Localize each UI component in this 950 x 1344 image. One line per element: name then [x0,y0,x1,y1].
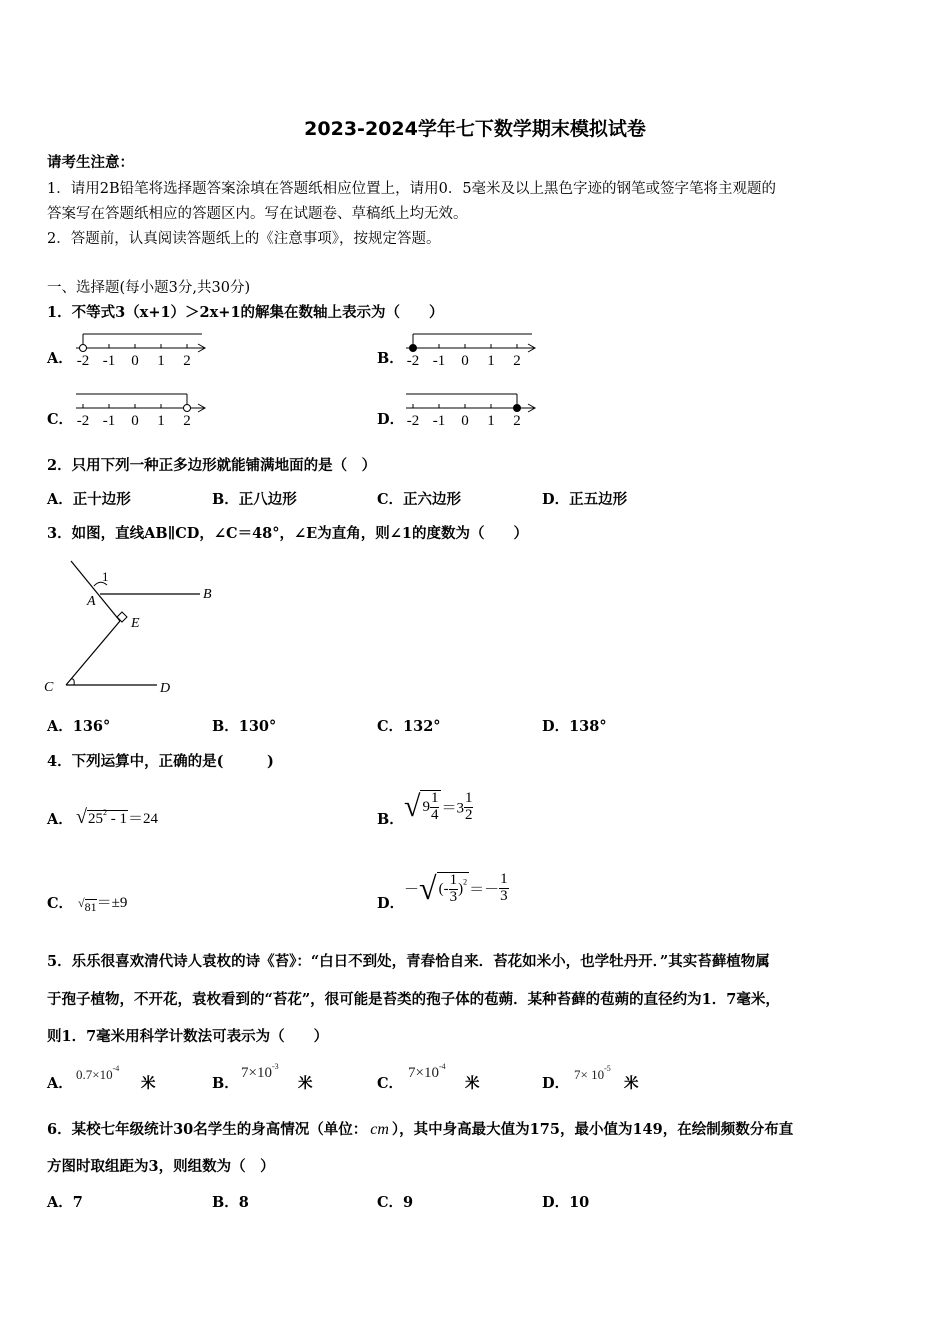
tick-label: -1 [432,353,446,369]
page-title: 2023-2024学年七下数学期末模拟试卷 [304,118,646,140]
q1-stem: 1．不等式3（x+1）＞2x+1的解集在数轴上表示为（ ） [47,304,444,321]
q5-option-b-label: B． [212,1075,239,1092]
q5-stem-3: 则1．7毫米用科学计数法可表示为（ ） [47,1028,329,1045]
q4-option-c-label: C． [47,895,74,912]
q6-unit: cm [370,1121,389,1138]
section-heading: 一、选择题(每小题3分,共30分) [47,280,251,296]
q4-option-b-expr: √ 9 $\frac{1}{4}$ ＝3 $\frac{1}{2}$ [404,789,473,823]
q5-option-b-unit: 米 [298,1075,313,1092]
notice-line-1b: 答案写在答题纸相应的答题区内。写在试题卷、草稿纸上均无效。 [47,206,468,222]
tick-label: 0 [461,413,469,429]
tick-label: 1 [157,353,165,369]
tick-label: 0 [461,353,469,369]
tick-label: 1 [487,413,495,429]
q5-option-c-label: C． [377,1075,404,1092]
q2-option-c: C．正六边形 [377,491,462,508]
tick-label: 1 [487,353,495,369]
q5-option-d-expr: $7\times 10^{-5}$ [574,1064,611,1082]
q4-option-a-expr: $√25^2 - 1=24$ [76,806,158,828]
q1-numberline-d [402,390,542,432]
q5-stem-2: 于孢子植物，不开花，袁枚看到的“苔花”，很可能是苔类的孢子体的苞蒴．某种苔藓的苞蒴的直径约为1．7毫米， [47,991,780,1008]
tick-label: 2 [513,413,521,429]
q2-option-a: A．正十边形 [47,491,131,508]
q1-option-a-label: A． [47,350,73,367]
tick-label: -2 [76,353,90,369]
q4-option-b-label: B． [377,811,404,828]
q5-option-a-label: A． [47,1075,73,1092]
tick-label: -2 [406,353,420,369]
q1-numberline-c [72,390,212,432]
notice-line-1a: 1．请用2B铅笔将选择题答案涂填在答题纸相应位置上，请用0．5毫米及以上黑色字迹的钢笔或签字笔将主观题的 [47,181,777,197]
tick-label: 2 [513,353,521,369]
q5-option-a-expr: $0.7\times 10^{-4}$ [76,1064,120,1082]
q5-option-c-unit: 米 [465,1075,480,1092]
tick-label: 0 [131,413,139,429]
q3-option-c: C．132° [377,718,441,735]
figure-label-b: B [203,587,212,602]
q3-option-d: D．138° [542,718,607,735]
notice-line-2: 2．答题前，认真阅读答题纸上的《注意事项》，按规定答题。 [47,231,441,247]
tick-label: -1 [102,413,116,429]
figure-label-e: E [131,616,140,631]
q1-option-b-label: B． [377,350,404,367]
q4-option-d-expr: －√ (- $\frac{1}{3}$ )$^2$＝－ $\frac{1}{3}$ [404,870,508,906]
q3-option-b: B．130° [212,718,277,735]
q5-option-d-unit: 米 [624,1075,639,1092]
q2-stem: 2．只用下列一种正多边形就能铺满地面的是（ ） [47,457,377,474]
notice-heading: 请考生注意： [47,154,134,171]
q4-option-a-label: A． [47,811,73,828]
q5-option-c-expr: $7\times 10^{-4}$ [408,1062,446,1081]
figure-label-c: C [44,680,54,695]
q6-option-a: A．7 [47,1194,83,1211]
q4-option-c-expr: $√_{81}=\pm 9$ [78,895,128,914]
tick-label: -2 [76,413,90,429]
q5-stem-1: 5．乐乐很喜欢清代诗人袁枚的诗《苔》：“白日不到处，青春恰自来．苔花如米小，也学牡丹开．”其实苔藓植物属 [47,953,770,970]
figure-label-1: 1 [102,569,109,584]
q5-option-a-unit: 米 [141,1075,156,1092]
tick-label: -2 [406,413,420,429]
q6-option-b: B．8 [212,1194,249,1211]
q2-option-b: B．正八边形 [212,491,297,508]
q3-stem: 3．如图，直线AB∥CD，∠C＝48°，∠E为直角，则∠1的度数为（ ） [47,525,528,542]
q6-stem-2: 方图时取组距为3，则组数为（ ） [47,1158,275,1175]
q1-numberline-b [402,330,542,372]
q5-option-b-expr: $7\times 10^{-3}$ [241,1062,279,1081]
figure-label-d: D [160,681,171,696]
tick-label: -1 [432,413,446,429]
q3-figure [40,555,230,700]
figure-label-a: A [87,594,96,609]
q4-option-d-label: D． [377,895,405,912]
tick-label: 2 [183,413,191,429]
tick-label: 1 [157,413,165,429]
q6-option-c: C．9 [377,1194,414,1211]
q1-option-d-label: D． [377,411,405,428]
q4-stem: 4．下列运算中，正确的是( ) [47,753,274,770]
q1-numberline-a [72,330,212,372]
q2-option-d: D．正五边形 [542,491,628,508]
q6-option-d: D．10 [542,1194,590,1211]
q3-option-a: A．136° [47,718,111,735]
q5-option-d-label: D． [542,1075,570,1092]
q1-option-c-label: C． [47,411,74,428]
tick-label: -1 [102,353,116,369]
tick-label: 0 [131,353,139,369]
tick-label: 2 [183,353,191,369]
q6-stem-1: 6．某校七年级统计30名学生的身高情况（单位： cm ），其中身高最大值为175，最小值为149，在绘制频数分布直 [47,1121,794,1138]
